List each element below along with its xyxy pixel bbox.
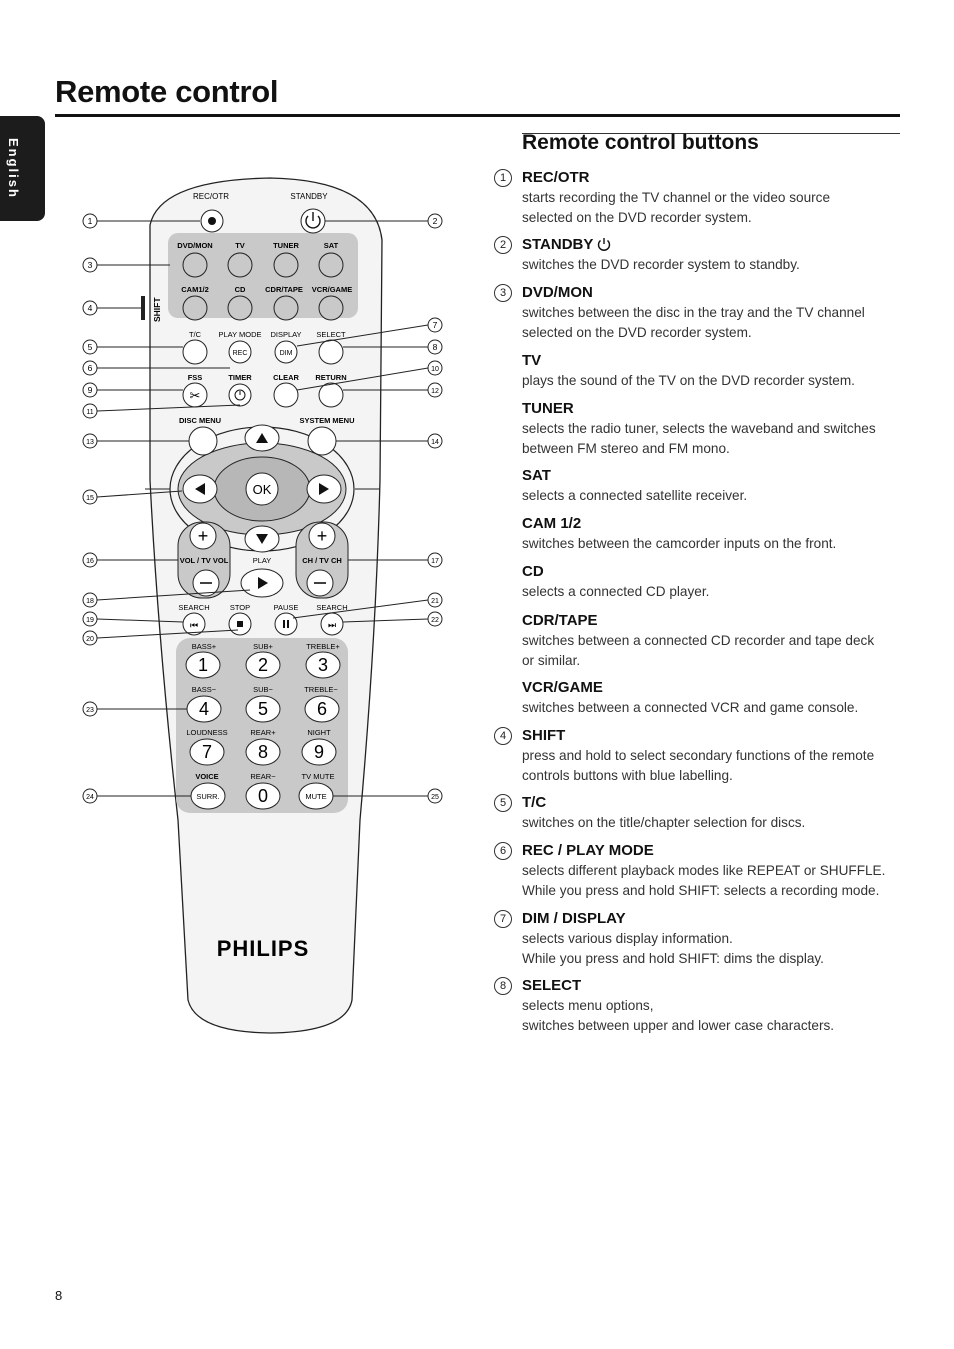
language-tab-label: English: [6, 138, 21, 199]
cd-button: [228, 296, 252, 320]
entry-name: [522, 399, 902, 419]
callout-number-2: 2: [432, 216, 438, 226]
callout-number-3: 3: [87, 260, 93, 270]
entry-description: switches on the title/chapter selection for discs.: [522, 815, 806, 830]
callout-number-15: 15: [86, 495, 94, 502]
svg-text:VCR/GAME: VCR/GAME: [311, 285, 353, 294]
entry-name: [522, 793, 902, 813]
callout-number: 1: [494, 169, 512, 187]
callout-number-17: 17: [431, 558, 439, 565]
scissors-icon: ✂: [189, 388, 201, 403]
entry-description: switches between the camcorder inputs on the front.: [522, 536, 837, 551]
svg-text:SUB−: SUB−: [253, 685, 273, 694]
svg-text:TIMER: TIMER: [228, 373, 252, 382]
entry-standby: [499, 235, 902, 275]
entry-cam-1-2: [522, 514, 902, 554]
tuner-button: [274, 253, 298, 277]
shift-label: SHIFT: [152, 297, 162, 322]
entry-name-text: CDR/TAPE: [522, 612, 598, 629]
svg-text:TV MUTE: TV MUTE: [301, 772, 335, 781]
svg-text:SEARCH: SEARCH: [178, 603, 210, 612]
svg-text:DIM: DIM: [279, 350, 293, 357]
callout-number: 7: [494, 910, 512, 928]
cam-button: [183, 296, 207, 320]
svg-text:6: 6: [316, 699, 328, 719]
callout-number-22: 22: [431, 617, 439, 624]
clear-button: [274, 383, 298, 407]
callout-number: 5: [494, 794, 512, 812]
callout-number-5: 5: [87, 342, 93, 352]
entry-name-text: REC / PLAY MODE: [522, 842, 654, 859]
entry-shift: [499, 726, 902, 785]
callout-number: 2: [494, 236, 512, 254]
entry-name-text: STANDBY: [522, 236, 594, 253]
entry-name: [522, 678, 902, 698]
entry-cd: [522, 562, 902, 602]
svg-text:SEARCH: SEARCH: [316, 603, 348, 612]
entry-description: press and hold to select secondary functions of the remote controls buttons with blue labelling.: [522, 748, 875, 783]
vcr-game-button: [319, 296, 343, 320]
entry-description: selects various display information. While you press and hold SHIFT: dims the display.: [522, 931, 824, 966]
entry-name: [522, 168, 902, 188]
disc-menu-button: [189, 427, 217, 455]
callout-number-19: 19: [86, 617, 94, 624]
entry-name-text: DVD/MON: [522, 284, 593, 301]
language-tab: [0, 116, 45, 221]
entry-name: [522, 351, 902, 371]
entry-description: switches between the disc in the tray and the TV channel selected on the DVD recorder system.: [522, 305, 865, 340]
callout-number-14: 14: [431, 439, 439, 446]
svg-text:STOP: STOP: [229, 603, 251, 612]
svg-text:PAUSE: PAUSE: [273, 603, 299, 612]
svg-text:1: 1: [197, 655, 209, 675]
entry-dvd-mon: [499, 283, 902, 342]
callout-number-4: 4: [87, 303, 93, 313]
label-standby: STANDBY: [290, 192, 328, 201]
svg-text:SUB+: SUB+: [253, 642, 273, 651]
svg-text:TV: TV: [235, 241, 245, 250]
entry-select: [499, 976, 902, 1035]
dvd-mon-button: [183, 253, 207, 277]
entry-name-text: SELECT: [522, 977, 582, 994]
svg-text:TREBLE−: TREBLE−: [304, 685, 338, 694]
svg-text:4: 4: [198, 699, 210, 719]
svg-text:2: 2: [257, 655, 269, 675]
callout-number-13: 13: [86, 439, 94, 446]
entry-tuner: [522, 399, 902, 458]
entry-description: switches between a connected CD recorder and tape deck or similar.: [522, 633, 875, 668]
entry-name-text: SAT: [522, 467, 551, 484]
system-menu-button: [308, 427, 336, 455]
svg-text:8: 8: [257, 742, 269, 762]
svg-text:NIGHT: NIGHT: [307, 728, 331, 737]
svg-text:PLAY: PLAY: [252, 556, 272, 565]
svg-text:REAR+: REAR+: [250, 728, 276, 737]
entry-name-text: DIM / DISPLAY: [522, 910, 626, 927]
svg-text:5: 5: [257, 699, 269, 719]
svg-text:CLEAR: CLEAR: [273, 373, 299, 382]
svg-text:RETURN: RETURN: [315, 373, 347, 382]
svg-text:VOICE: VOICE: [195, 772, 219, 781]
callout-number: 3: [494, 284, 512, 302]
entry-name: [522, 235, 902, 255]
svg-text:FSS: FSS: [187, 373, 203, 382]
entry-dim-display: [499, 909, 902, 968]
svg-text:CDR/TAPE: CDR/TAPE: [265, 285, 303, 294]
svg-text:TREBLE+: TREBLE+: [306, 642, 340, 651]
pause-icon: [283, 620, 285, 628]
callout-number-8: 8: [432, 342, 438, 352]
entry-name-text: TV: [522, 352, 542, 369]
entry-name: [522, 909, 902, 929]
svg-text:+: +: [316, 526, 328, 546]
entry-description: selects the radio tuner, selects the waveband and switches between FM stereo and FM mono.: [522, 421, 876, 456]
cdr-tape-button: [274, 296, 298, 320]
callout-number-11: 11: [86, 409, 94, 416]
entry-name: [522, 562, 902, 582]
svg-text:PLAY MODE: PLAY MODE: [218, 330, 262, 339]
entry-vcr-game: [522, 678, 902, 718]
svg-text:SURR.: SURR.: [196, 792, 220, 801]
svg-text:9: 9: [313, 742, 325, 762]
page-number: 8: [55, 1288, 63, 1303]
callout-number-24: 24: [86, 794, 94, 801]
svg-text:SELECT: SELECT: [316, 330, 346, 339]
entry-name: [522, 283, 902, 303]
entry-tv: [522, 351, 902, 391]
entry-name-text: VCR/GAME: [522, 679, 603, 696]
stop-icon: [237, 621, 243, 627]
svg-text:3: 3: [317, 655, 329, 675]
entry-name: [522, 841, 902, 861]
label-rec-otr: REC/OTR: [193, 192, 229, 201]
svg-text:BASS−: BASS−: [191, 685, 217, 694]
tc-button: [183, 340, 207, 364]
entry-description: plays the sound of the TV on the DVD recorder system.: [522, 373, 855, 388]
entry-name: [522, 726, 902, 746]
svg-text:+: +: [197, 526, 209, 546]
pause-button: [275, 613, 297, 635]
entry-description: selects a connected CD player.: [522, 584, 710, 599]
entry-name-text: CAM 1/2: [522, 515, 582, 532]
callout-number-9: 9: [87, 385, 93, 395]
svg-text:MUTE: MUTE: [305, 792, 327, 801]
svg-text:CH / TV CH: CH / TV CH: [302, 556, 342, 565]
callout-number-7: 7: [432, 320, 438, 330]
callout-number: 4: [494, 727, 512, 745]
svg-text:CD: CD: [234, 285, 246, 294]
callout-number: 8: [494, 977, 512, 995]
previous-icon: ⏮: [189, 620, 199, 630]
page-title: Remote control: [55, 74, 279, 109]
svg-text:REAR−: REAR−: [250, 772, 276, 781]
entry-name-text: SHIFT: [522, 727, 566, 744]
svg-text:OK: OK: [252, 482, 272, 497]
svg-text:BASS+: BASS+: [191, 642, 217, 651]
svg-text:LOUDNESS: LOUDNESS: [186, 728, 228, 737]
svg-text:DVD/MON: DVD/MON: [177, 241, 213, 250]
entry-rec-play-mode: [499, 841, 902, 900]
svg-text:DISPLAY: DISPLAY: [270, 330, 302, 339]
select-button: [319, 340, 343, 364]
tv-button: [228, 253, 252, 277]
next-icon: ⏭: [327, 620, 337, 630]
entry-sat: [522, 466, 902, 506]
callout-number-18: 18: [86, 598, 94, 605]
section-title: Remote control buttons: [522, 131, 759, 154]
callout-number-1: 1: [87, 216, 93, 226]
entry-cdr-tape: [522, 611, 902, 670]
svg-text:T/C: T/C: [188, 330, 202, 339]
power-icon: [597, 237, 611, 251]
entry-name: [522, 611, 902, 631]
entry-name: [522, 466, 902, 486]
sat-button: [319, 253, 343, 277]
return-button: [319, 383, 343, 407]
callout-number: 6: [494, 842, 512, 860]
svg-text:REC: REC: [232, 350, 248, 357]
svg-text:7: 7: [201, 742, 213, 762]
callout-number-16: 16: [86, 558, 94, 565]
svg-text:TUNER: TUNER: [273, 241, 299, 250]
svg-text:CAM1/2: CAM1/2: [181, 285, 209, 294]
entry-description: selects menu options, switches between upper and lower case characters.: [522, 998, 835, 1033]
svg-text:SYSTEM MENU: SYSTEM MENU: [299, 416, 355, 425]
callout-number-21: 21: [431, 598, 439, 605]
svg-text:DISC MENU: DISC MENU: [178, 416, 222, 425]
callout-number-12: 12: [431, 388, 439, 395]
entry-description: selects a connected satellite receiver.: [522, 488, 748, 503]
svg-text:0: 0: [257, 786, 269, 806]
entry-name-text: TUNER: [522, 400, 574, 417]
entry-name: [522, 976, 902, 996]
remote-control-diagram: [80, 175, 470, 1045]
entry-description: switches between a connected VCR and game console.: [522, 700, 859, 715]
entry-t-c: [499, 793, 902, 833]
entry-name-text: CD: [522, 563, 544, 580]
title-rule: [55, 114, 900, 117]
philips-logo: PHILIPS: [216, 936, 310, 961]
svg-text:VOL / TV VOL: VOL / TV VOL: [179, 556, 229, 565]
callout-number-20: 20: [86, 636, 94, 643]
callout-number-6: 6: [87, 363, 93, 373]
entry-name-text: T/C: [522, 794, 547, 811]
entry-description: selects different playback modes like REPEAT or SHUFFLE. While you press and hold SHIFT: selects a recording mode.: [522, 863, 886, 898]
entry-description: switches the DVD recorder system to standby.: [522, 257, 800, 272]
entry-name-text: REC/OTR: [522, 169, 590, 186]
entry-name: [522, 514, 902, 534]
callout-number-23: 23: [86, 707, 94, 714]
entry-rec-otr: [499, 168, 902, 227]
entry-description: starts recording the TV channel or the video source selected on the DVD recorder system.: [522, 190, 831, 225]
callout-number-10: 10: [431, 366, 439, 373]
svg-text:SAT: SAT: [323, 241, 339, 250]
callout-number-25: 25: [431, 794, 439, 801]
